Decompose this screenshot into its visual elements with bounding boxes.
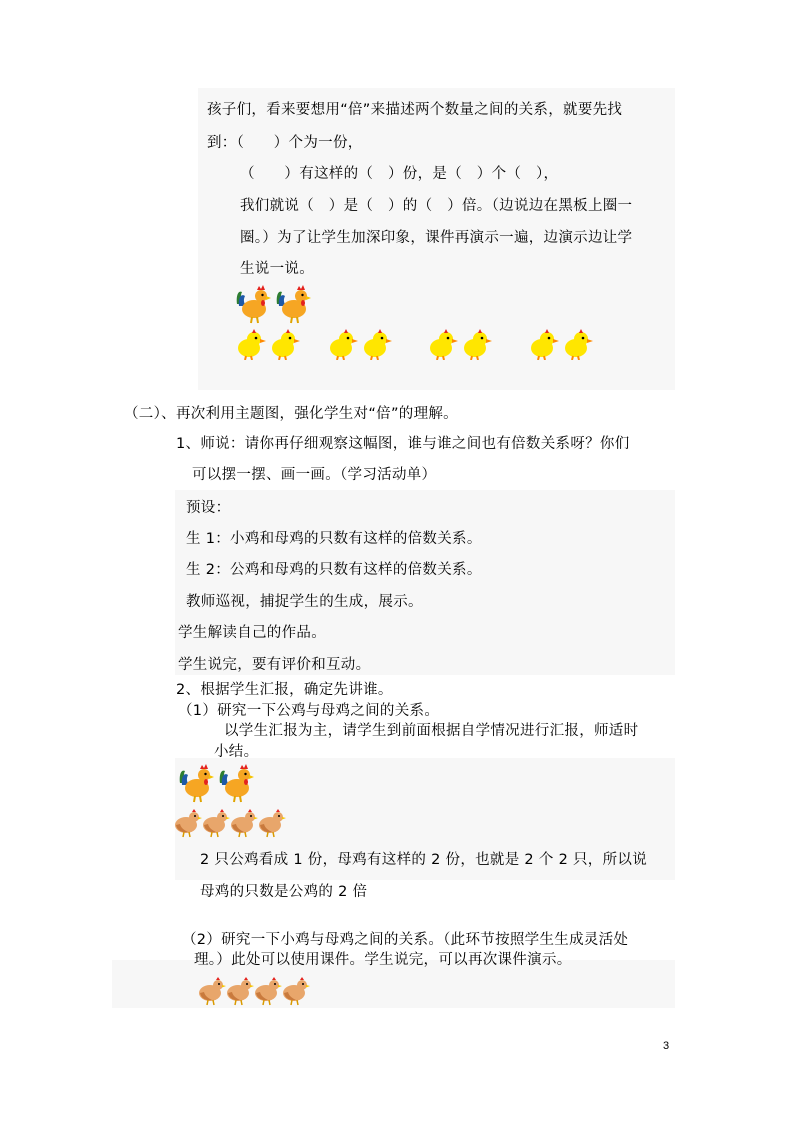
shaded-block-2 — [175, 490, 675, 675]
text-line: 学生说完，要有评价和互动。 — [178, 657, 371, 673]
text-line: 2、根据学生汇报，确定先讲谁。 — [176, 682, 393, 698]
figure-chicks-group-2 — [326, 328, 394, 360]
text-line: 以学生汇报为主，请学生到前面根据自学情况进行汇报，师适时 — [224, 723, 639, 739]
text-line: 学生解读自己的作品。 — [178, 625, 326, 641]
section-heading: （二）、再次利用主题图，强化学生对“倍”的理解。 — [124, 406, 458, 422]
page-number: 3 — [663, 1040, 670, 1052]
text-line: （ ）有这样的（ ）份，是（ ）个（ ）， — [240, 166, 559, 182]
rooster-icon — [175, 763, 215, 803]
text-line: 预设： — [186, 500, 231, 516]
rooster-icon — [215, 763, 255, 803]
text-line: 母鸡的只数是公鸡的 2 倍 — [200, 884, 368, 900]
figure-chicks-group-4 — [527, 328, 595, 360]
rooster-icon — [232, 284, 272, 324]
chick-icon — [561, 328, 595, 360]
text-line: 生 2：公鸡和母鸡的只数有这样的倍数关系。 — [186, 562, 482, 578]
hen-icon — [174, 806, 202, 838]
chick-icon — [460, 328, 494, 360]
text-line: （1）研究一下公鸡与母鸡之间的关系。 — [178, 703, 440, 719]
figure-chicks-group-1 — [234, 328, 302, 360]
hen-icon — [282, 974, 310, 1006]
text-line: 孩子们，看来要想用“倍”来描述两个数量之间的关系，就要先找 — [207, 102, 623, 118]
rooster-icon — [272, 284, 312, 324]
text-line: 理。）此处可以使用课件。学生说完，可以再次课件演示。 — [194, 952, 572, 968]
chick-icon — [268, 328, 302, 360]
figure-hens-1 — [174, 806, 286, 838]
text-line: 2 只公鸡看成 1 份，母鸡有这样的 2 份，也就是 2 个 2 只，所以说 — [200, 852, 648, 868]
hen-icon — [230, 806, 258, 838]
text-line: 生说一说。 — [240, 261, 314, 277]
hen-icon — [254, 974, 282, 1006]
text-line: 生 1：小鸡和母鸡的只数有这样的倍数关系。 — [186, 531, 482, 547]
hen-icon — [226, 974, 254, 1006]
text-line: 教师巡视，捕捉学生的生成，展示。 — [186, 594, 423, 610]
text-line: 到：（ ）个为一份， — [207, 135, 363, 151]
text-line: （2）研究一下小鸡与母鸡之间的关系。（此环节按照学生生成灵活处 — [182, 932, 629, 948]
chick-icon — [527, 328, 561, 360]
hen-icon — [258, 806, 286, 838]
hen-icon — [198, 974, 226, 1006]
chick-icon — [426, 328, 460, 360]
figure-roosters-1 — [232, 284, 312, 324]
hen-icon — [202, 806, 230, 838]
chick-icon — [234, 328, 268, 360]
figure-hens-2 — [198, 974, 310, 1006]
text-line: 小结。 — [214, 744, 259, 760]
chick-icon — [360, 328, 394, 360]
figure-roosters-2 — [175, 763, 255, 803]
text-line: 圈。）为了让学生加深印象，课件再演示一遍，边演示边让学 — [240, 230, 633, 246]
text-line: 1、师说：请你再仔细观察这幅图，谁与谁之间也有倍数关系呀？你们 — [176, 436, 630, 452]
figure-chicks-group-3 — [426, 328, 494, 360]
chick-icon — [326, 328, 360, 360]
text-line: 可以摆一摆、画一画。（学习活动单） — [192, 467, 437, 483]
text-line: 我们就说（ ）是（ ）的（ ）倍。（边说边在黑板上圈一 — [240, 198, 633, 214]
